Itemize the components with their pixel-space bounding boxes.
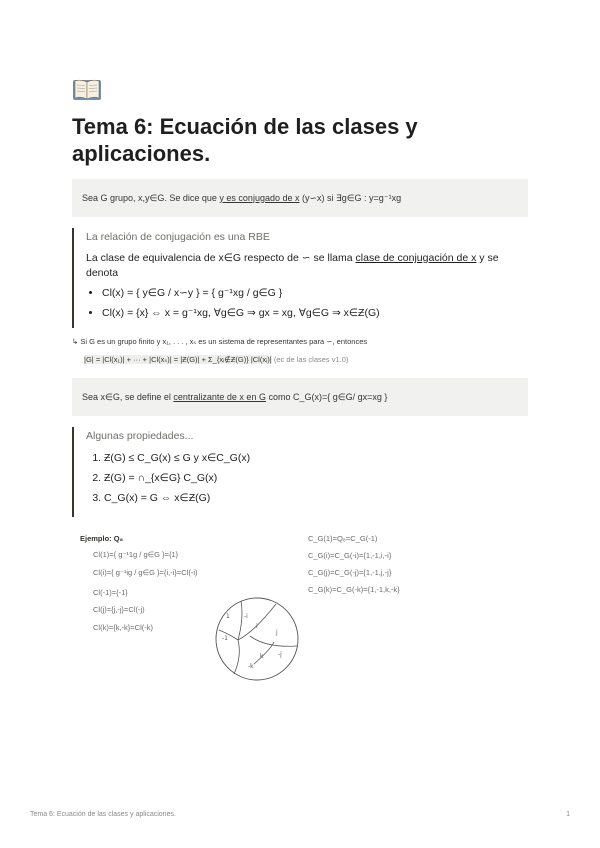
page-title: Tema 6: Ecuación de las clases y aplicaciones. [72,114,418,166]
callout-term: centralizante de x en G [173,391,266,402]
definition-callout-centralizer [72,378,528,416]
paragraph-term: clase de conjugación de x [355,252,477,264]
formula-main: |G| = |Cl(x₁)| + ··· + |Cl(xₛ)| = |Ƶ(G)| + Σ_{xᵢ∉Ƶ(G)} |Cl(xᵢ)| [84,355,272,364]
list-item: 3. C_G(x) = G ⇔ x∈Ƶ(G) [104,492,528,504]
note-text: ↳ Si G es un grupo finito y x₁, . . . , xₛ es un sistema de representantes para ∽, entonces [72,337,368,346]
formula-comment: (ec de las clases v1.0) [271,355,349,364]
diagram-label: i [256,623,258,630]
diagram-label: j [276,629,278,636]
conjugacy-partition-diagram [214,596,300,682]
example-heading: Ejemplo: Q₈ [80,534,124,543]
class-equation [84,355,348,364]
definition-callout-conjugate [72,179,528,217]
diagram-label: -i [244,613,248,620]
diagram-label: -j [278,651,282,658]
list-item: 1. Ƶ(G) ≤ C_G(x) ≤ G y x∈C_G(x) [104,452,528,464]
handwritten-line: Cl(i)={ g⁻¹ig / g∈G }={i,-i}=Cl(-i) [93,568,198,577]
toggle-heading: Algunas propiedades... [86,430,194,442]
handwritten-line: Cl(1)={ g⁻¹1g / g∈G }={1} [93,550,179,559]
footer-title: Tema 6: Ecuación de las clases y aplicaciones. [30,811,176,818]
numbered-list [86,452,528,504]
diagram-label: k [260,653,264,660]
diagram-label: -k [248,663,254,670]
handwritten-line: C_G(j)=C_G(-j)={1,-1,j,-j} [308,568,392,577]
callout-text: (y∽x) si ∃g∈G : y=g⁻¹xg [299,192,402,203]
list-item: • Cl(x) = {x} ⇔ x = g⁻¹xg, ∀g∈G ⇒ gx = xg, ∀g∈G ⇒ x∈Ƶ(G) [102,307,528,319]
handwritten-line: C_G(k)=C_G(-k)={1,-1,k,-k} [308,585,400,594]
toggle-heading: La relación de conjugación es una RBE [86,231,270,243]
handwritten-line: Cl(k)={k,-k}=Cl(-k) [93,623,154,632]
toggle-paragraph [86,251,528,281]
handwritten-line: C_G(1)=Q₈=C_G(-1) [308,534,378,543]
list-item: • Cl(x) = { y∈G / x∽y } = { g⁻¹xg / g∈G } [102,287,528,299]
diagram-label: -1 [222,635,228,642]
callout-text: como C_G(x)={ g∈G/ gx=xg } [265,391,388,402]
paragraph-text: La clase de equivalencia de x∈G respecto de ∽ se llama [86,252,356,264]
callout-text: Sea x∈G, se define el [82,391,174,402]
bullet-list [86,287,528,319]
handwritten-line: Cl(-1)={-1} [93,588,128,597]
list-item: 2. Ƶ(G) = ∩_{x∈G} C_G(x) [104,472,528,484]
toggle-block-rbe[interactable] [72,228,528,328]
page-number: 1 [566,811,570,818]
diagram-label: 1 [226,613,230,620]
open-book-icon [72,77,102,103]
paragraph-text: y se denota [86,252,499,279]
handwritten-line: C_G(i)=C_G(-i)={1,-1,i,-i} [308,551,392,560]
callout-text: Sea G grupo, x,y∈G. Se dice que [82,192,220,203]
callout-term: y es conjugado de x [219,192,300,203]
handwritten-line: Cl(j)={j,-j}=Cl(-j) [93,605,145,614]
toggle-block-properties[interactable] [72,427,528,517]
